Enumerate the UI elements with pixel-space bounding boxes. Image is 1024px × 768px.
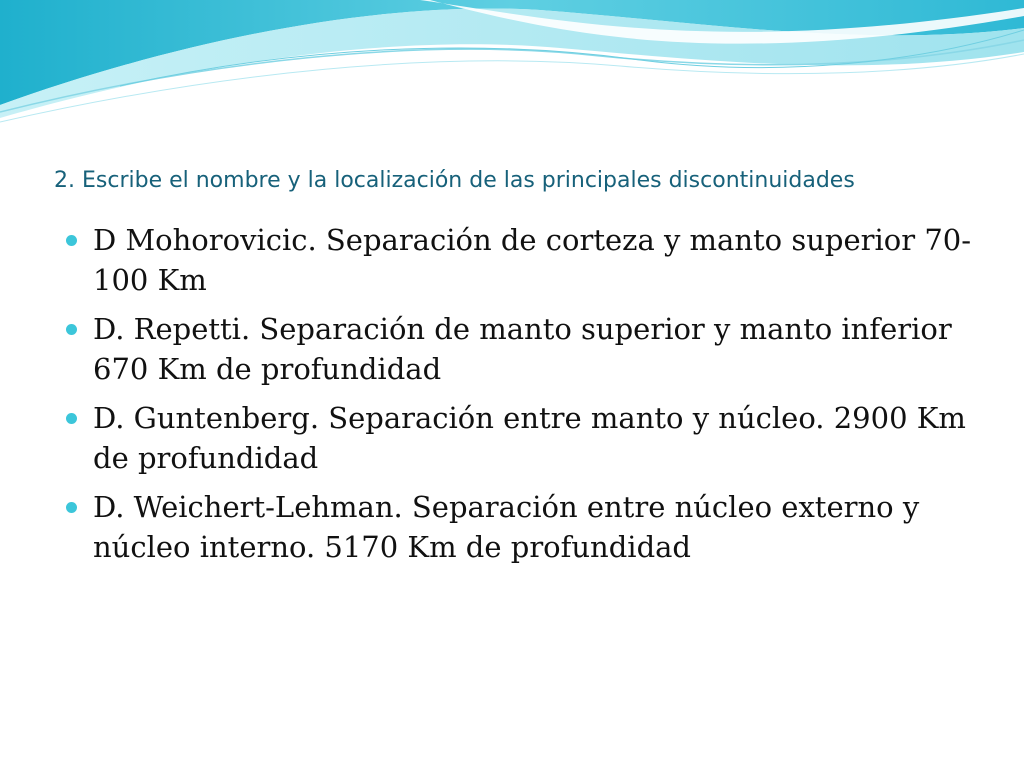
bullet-item-weichert-lehman	[62, 487, 972, 567]
bullet-dot-icon	[66, 502, 77, 513]
bullet-text: D. Repetti. Separación de manto superior y manto inferior 670 Km de profundidad	[93, 312, 952, 386]
bullet-dot-icon	[66, 324, 77, 335]
bullet-item-guntenberg	[62, 398, 972, 478]
wave-header-decoration	[0, 0, 1024, 130]
bullet-text: D. Guntenberg. Separación entre manto y núcleo. 2900 Km de profundidad	[93, 401, 966, 475]
bullet-text: D. Weichert-Lehman. Separación entre núcleo externo y núcleo interno. 5170 Km de profundidad	[93, 490, 920, 564]
bullet-item-repetti	[62, 309, 972, 389]
slide-title: 2. Escribe el nombre y la localización de las principales discontinuidades	[54, 168, 855, 193]
bullet-item-mohorovicic	[62, 220, 972, 300]
bullet-dot-icon	[66, 413, 77, 424]
bullet-list	[62, 220, 972, 576]
bullet-text: D Mohorovicic. Separación de corteza y manto superior 70-100 Km	[93, 223, 972, 297]
bullet-dot-icon	[66, 235, 77, 246]
